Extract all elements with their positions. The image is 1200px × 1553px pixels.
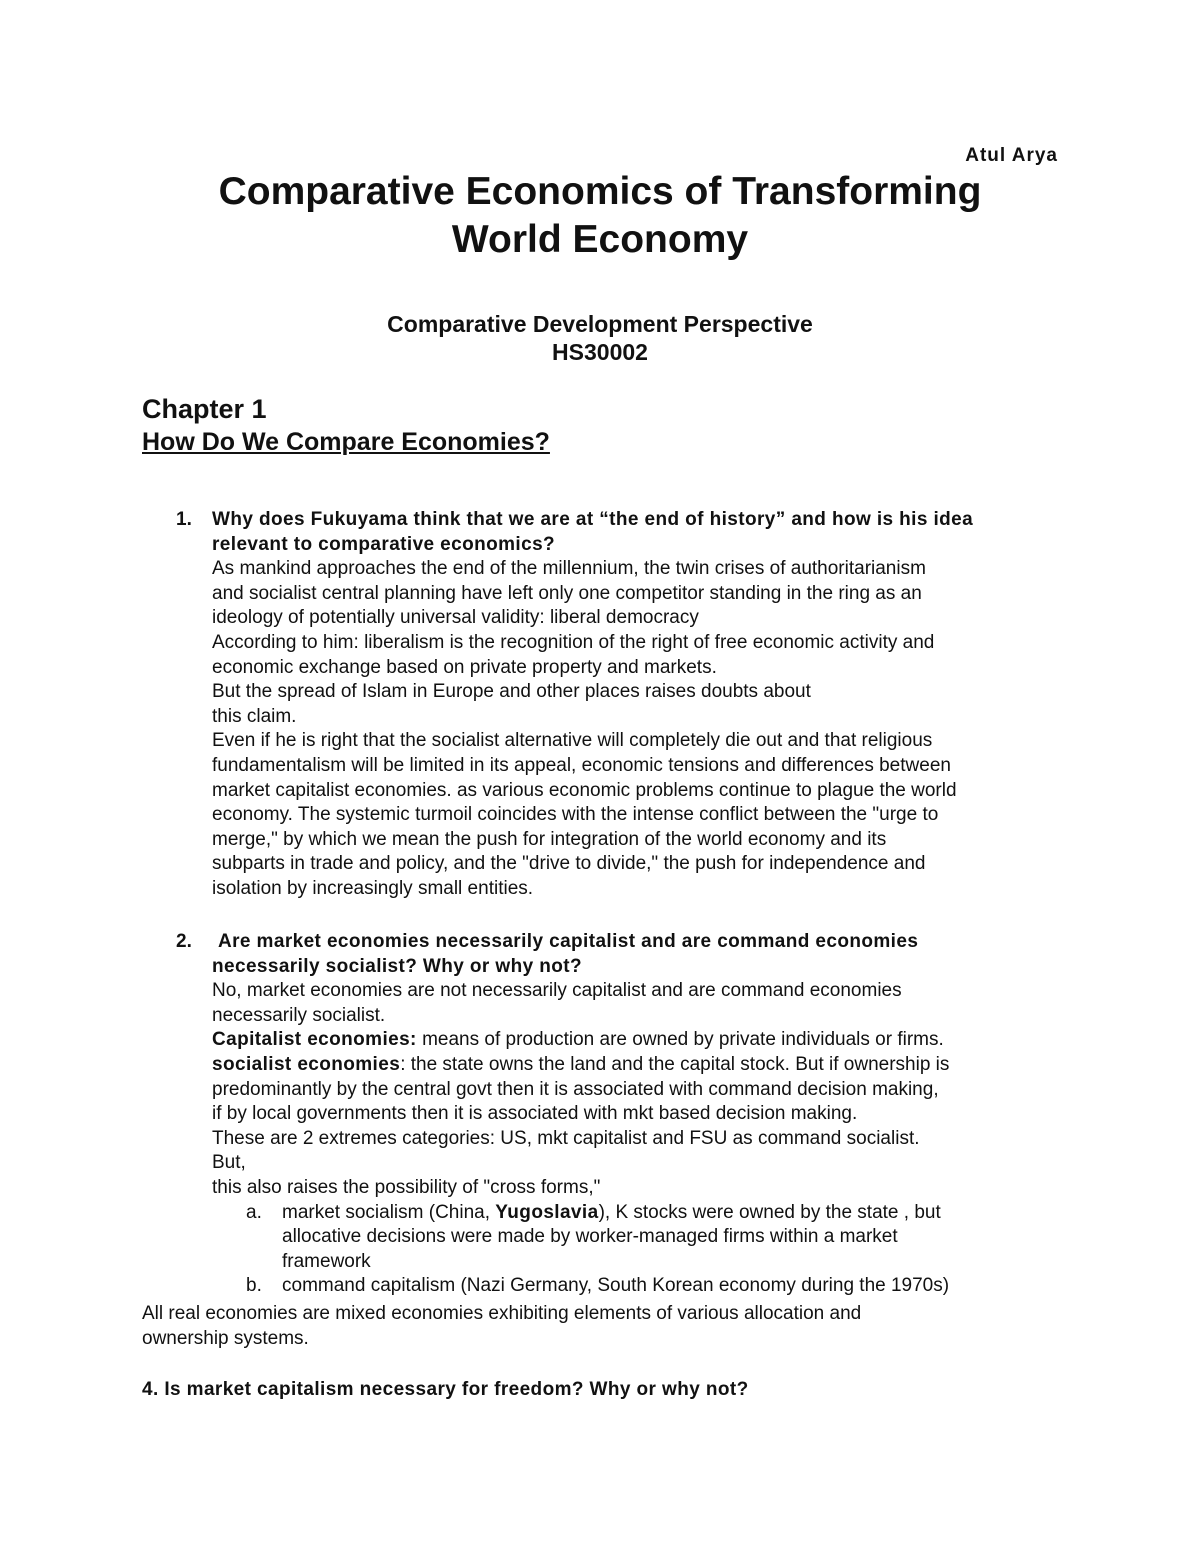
question-1: [176, 508, 1072, 902]
definition-text: means of production are owned by private individuals or firms.: [416, 1029, 944, 1051]
question-line: necessarily socialist? Why or why not?: [212, 955, 582, 977]
list-bold-term: Yugoslavia: [495, 1201, 599, 1223]
answer-line: No, market economies are not necessarily capitalist and are command economies: [212, 980, 902, 1002]
list-item-b: [212, 1274, 1072, 1299]
question-line: Are market economies necessarily capitalist and are command economies: [218, 931, 919, 952]
definition-capitalist: [212, 1028, 1072, 1053]
title-line: World Economy: [451, 218, 749, 261]
answer-line: As mankind approaches the end of the millennium, the twin crises of authoritarianism: [212, 558, 926, 580]
answer-line: But,: [212, 1152, 246, 1174]
course-code: HS30002: [552, 339, 648, 365]
answer-line: Even if he is right that the socialist alternative will completely die out and that religious: [212, 730, 933, 752]
definition-socialist: [212, 1053, 1072, 1078]
term-capitalist: Capitalist economies:: [212, 1029, 417, 1051]
term-socialist: socialist economies: [212, 1053, 401, 1075]
question-text: [212, 930, 1072, 979]
question-line: relevant to comparative economics?: [212, 533, 556, 555]
answer-line: fundamentalism will be limited in its appeal, economic tensions and differences between: [212, 754, 951, 776]
list-marker: a.: [246, 1201, 262, 1223]
paragraph-line: All real economies are mixed economies exhibiting elements of various allocation and: [142, 1303, 862, 1324]
answer-line: and socialist central planning have left only one competitor standing in the ring as an: [212, 582, 922, 604]
question-2: [176, 930, 1072, 1299]
answer-line: if by local governments then it is associated with mkt based decision making.: [212, 1103, 858, 1125]
answer-line: According to him: liberalism is the recognition of the right of free economic activity and: [212, 631, 935, 653]
answer-line: this also raises the possibility of "cross forms,": [212, 1176, 601, 1198]
answer-text: [212, 557, 1072, 901]
answer-line: isolation by increasingly small entities.: [212, 877, 534, 899]
list-item-line: [282, 1201, 1072, 1226]
question-number: 2.: [176, 931, 192, 952]
question-4: 4. Is market capitalism necessary for freedom? Why or why not?: [142, 1379, 749, 1400]
title-line: Comparative Economics of Transforming: [218, 170, 982, 213]
closing-paragraph: [142, 1302, 1082, 1351]
course-subtitle: [0, 310, 1200, 366]
answer-line: But the spread of Islam in Europe and other places raises doubts about: [212, 681, 811, 703]
list-item-line: command capitalism (Nazi Germany, South Korean economy during the 1970s): [282, 1275, 950, 1297]
answer-line: merge," by which we mean the push for integration of the world economy and its: [212, 828, 887, 850]
author-name: Atul Arya: [965, 145, 1058, 166]
document-title: [0, 168, 1200, 264]
answer-line: subparts in trade and policy, and the "drive to divide," the push for independence and: [212, 853, 926, 875]
course-name: Comparative Development Perspective: [387, 311, 813, 337]
list-text: market socialism (China,: [282, 1201, 496, 1223]
question-line: Why does Fukuyama think that we are at “the end of history” and how is his idea: [212, 509, 974, 530]
list-text: ), K stocks were owned by the state , but: [598, 1201, 941, 1223]
answer-line: economic exchange based on private property and markets.: [212, 656, 717, 678]
definition-text: : the state owns the land and the capital stock. But if ownership is: [400, 1053, 950, 1075]
answer-line: market capitalist economies. as various economic problems continue to plague the world: [212, 779, 957, 801]
answer-line: These are 2 extremes categories: US, mkt capitalist and FSU as command socialist.: [212, 1127, 920, 1149]
chapter-label: Chapter 1: [142, 394, 267, 424]
answer-line: this claim.: [212, 705, 297, 727]
list-item-line: framework: [282, 1250, 371, 1272]
list-marker: b.: [246, 1275, 262, 1297]
answer-line: necessarily socialist.: [212, 1004, 386, 1026]
answer-line: economy. The systemic turmoil coincides with the intense conflict between the "urge to: [212, 804, 939, 826]
question-number: 1.: [176, 509, 192, 530]
paragraph-line: ownership systems.: [142, 1327, 309, 1349]
list-item-a: [212, 1201, 1072, 1275]
answer-line: ideology of potentially universal validity: liberal democracy: [212, 607, 699, 629]
answer-line: predominantly by the central govt then it is associated with command decision making,: [212, 1078, 939, 1100]
list-item-line: allocative decisions were made by worker-managed firms within a market: [282, 1226, 898, 1248]
answer-text: [212, 979, 1072, 1200]
question-text: [212, 508, 1072, 557]
chapter-heading: How Do We Compare Economies?: [142, 428, 550, 456]
